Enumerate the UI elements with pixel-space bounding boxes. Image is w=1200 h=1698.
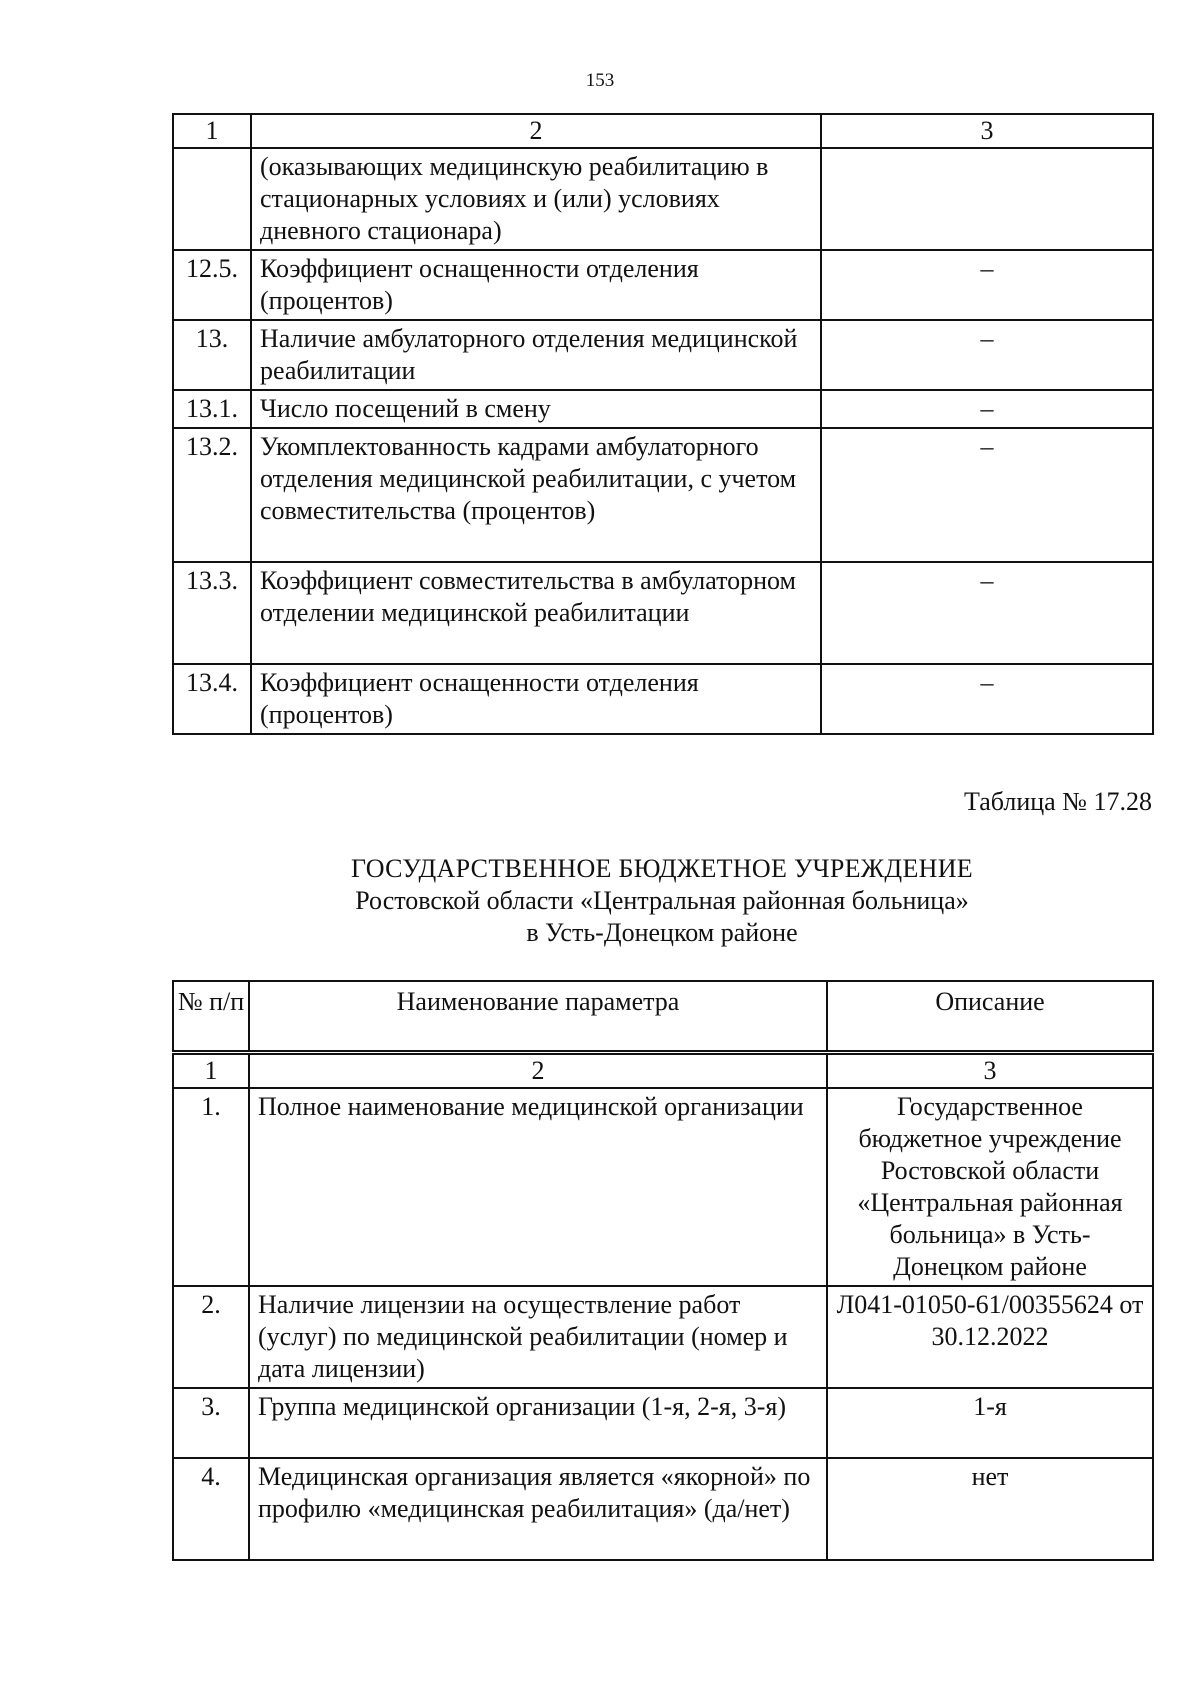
parameter-value: –	[821, 428, 1153, 562]
parameter-value: 1-я	[827, 1388, 1153, 1458]
header-description: Описание	[827, 981, 1153, 1053]
parameter-name: Коэффициент оснащенности отделения (процентов)	[251, 664, 821, 734]
table-row	[173, 1458, 1153, 1560]
table-row	[173, 390, 1153, 428]
row-number: 13.	[173, 320, 251, 390]
column-number: 3	[827, 1053, 1153, 1089]
parameter-value: Л041-01050-61/00355624 от 30.12.2022	[827, 1286, 1153, 1388]
column-number: 2	[251, 114, 821, 148]
parameter-name: Укомплектованность кадрами амбулаторного отделения медицинской реабилитации, с учетом совместительства (процентов)	[251, 428, 821, 562]
table-title	[172, 853, 1152, 949]
parameter-name: Полное наименование медицинской организации	[249, 1088, 827, 1286]
parameter-value: –	[821, 390, 1153, 428]
title-line: в Усть-Донецком районе	[526, 918, 798, 947]
table-row	[173, 664, 1153, 734]
header-row	[173, 981, 1153, 1053]
row-number: 12.5.	[173, 250, 251, 320]
table-row	[173, 148, 1153, 250]
parameter-value: –	[821, 562, 1153, 664]
parameter-value: –	[821, 664, 1153, 734]
header-number: № п/п	[173, 981, 249, 1053]
table-row	[173, 1388, 1153, 1458]
row-number	[173, 148, 251, 250]
column-number-row	[173, 1053, 1153, 1089]
header-parameter: Наименование параметра	[249, 981, 827, 1053]
parameter-value: –	[821, 250, 1153, 320]
table-label: Таблица № 17.28	[963, 787, 1152, 816]
organization-table	[172, 980, 1154, 1561]
row-number: 13.1.	[173, 390, 251, 428]
table-row	[173, 1286, 1153, 1388]
parameter-name: Число посещений в смену	[251, 390, 821, 428]
parameter-name: (оказывающих медицинскую реабилитацию в стационарных условиях и (или) условиях дневного стационара)	[251, 148, 821, 250]
column-number: 1	[173, 1053, 249, 1089]
parameter-name: Наличие лицензии на осуществление работ (услуг) по медицинской реабилитации (номер и дата лицензии)	[249, 1286, 827, 1388]
table-row	[173, 320, 1153, 390]
parameter-name: Коэффициент оснащенности отделения (процентов)	[251, 250, 821, 320]
column-number: 1	[173, 114, 251, 148]
row-number: 13.3.	[173, 562, 251, 664]
table-row	[173, 1088, 1153, 1286]
parameter-name: Наличие амбулаторного отделения медицинской реабилитации	[251, 320, 821, 390]
parameter-value: –	[821, 320, 1153, 390]
column-number: 3	[821, 114, 1153, 148]
table-row	[173, 428, 1153, 562]
title-line: Ростовской области «Центральная районная больница»	[355, 886, 969, 915]
row-number: 4.	[173, 1458, 249, 1560]
parameter-name: Коэффициент совместительства в амбулаторном отделении медицинской реабилитации	[251, 562, 821, 664]
parameter-value: нет	[827, 1458, 1153, 1560]
page-number: 153	[585, 70, 615, 91]
column-number-row	[173, 114, 1153, 148]
parameter-name: Группа медицинской организации (1-я, 2-я, 3-я)	[249, 1388, 827, 1458]
parameter-value: Государственное бюджетное учреждение Ростовской области «Центральная районная больница» в Усть-Донецком районе	[827, 1088, 1153, 1286]
row-number: 13.4.	[173, 664, 251, 734]
row-number: 3.	[173, 1388, 249, 1458]
table-row	[173, 250, 1153, 320]
parameter-name: Медицинская организация является «якорной» по профилю «медицинская реабилитация» (да/нет)	[249, 1458, 827, 1560]
table-row	[173, 562, 1153, 664]
parameter-value	[821, 148, 1153, 250]
title-line: ГОСУДАРСТВЕННОЕ БЮДЖЕТНОЕ УЧРЕЖДЕНИЕ	[351, 854, 973, 883]
continuation-table	[172, 113, 1154, 735]
row-number: 2.	[173, 1286, 249, 1388]
column-number: 2	[249, 1053, 827, 1089]
row-number: 1.	[173, 1088, 249, 1286]
row-number: 13.2.	[173, 428, 251, 562]
